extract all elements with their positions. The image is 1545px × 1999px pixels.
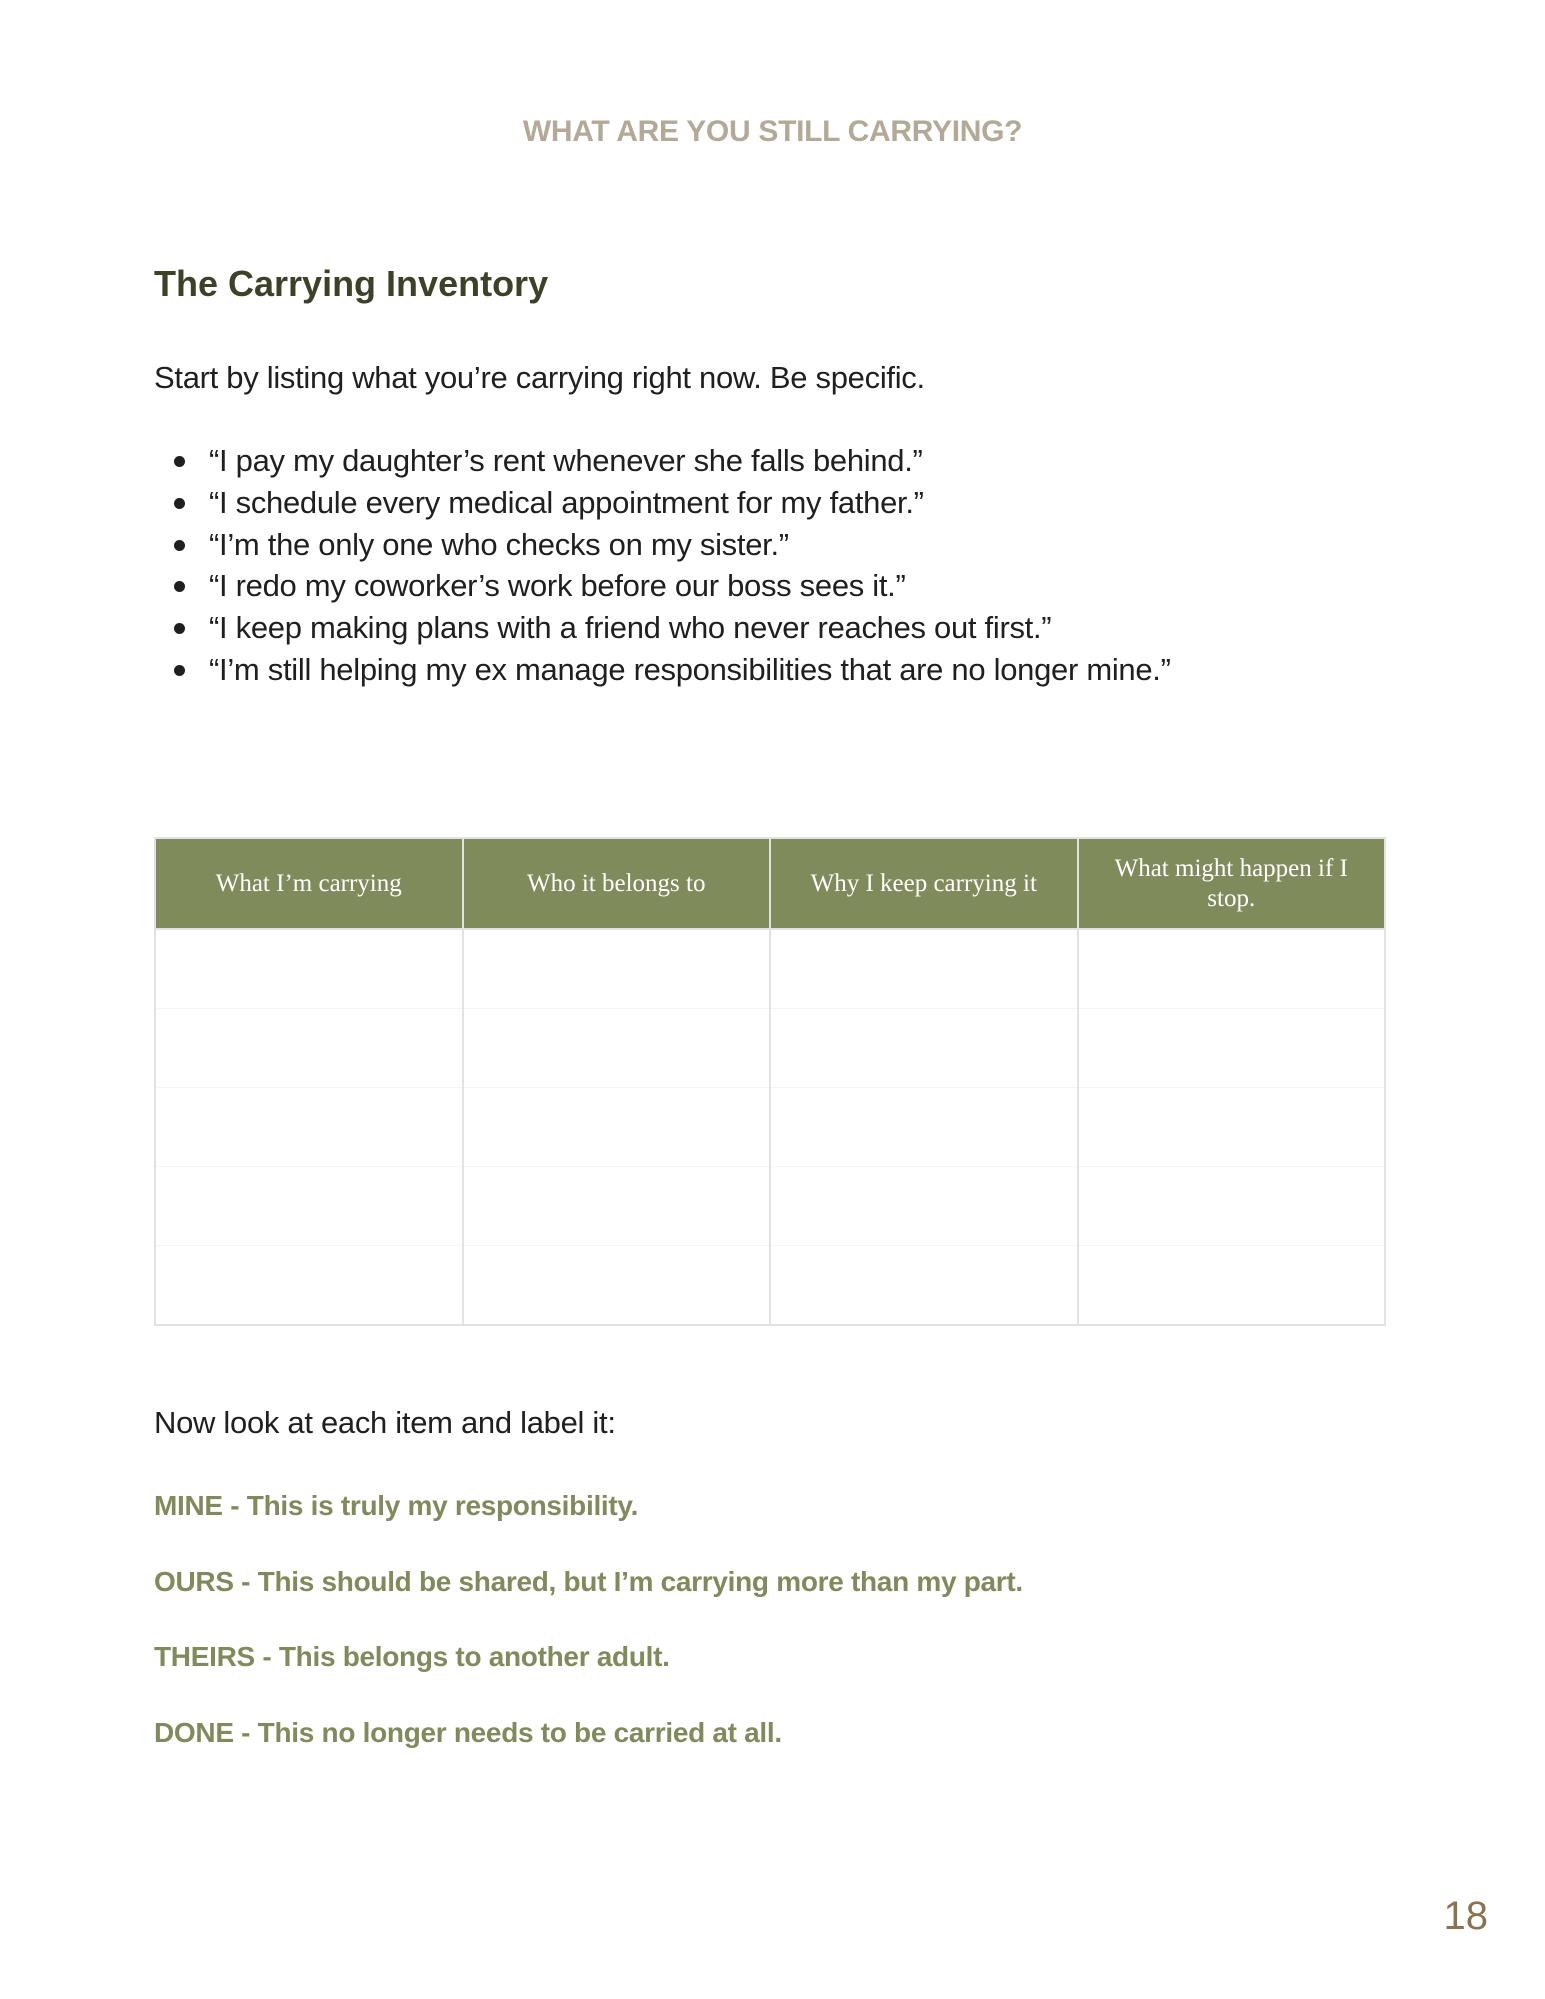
list-item — [154, 649, 1171, 691]
table-row — [155, 1009, 1385, 1088]
column-header-why: Why I keep carrying it — [770, 838, 1078, 929]
table-cell[interactable] — [770, 929, 1078, 1009]
list-item-text: “I schedule every medical appointment for my father.” — [209, 484, 924, 520]
table-cell[interactable] — [155, 1009, 463, 1088]
bullet-icon — [174, 581, 185, 592]
table-cell[interactable] — [1078, 1246, 1386, 1326]
table-row — [155, 1167, 1385, 1246]
page-title: The Carrying Inventory — [154, 263, 549, 304]
table-cell[interactable] — [155, 1246, 463, 1326]
bullet-icon — [174, 498, 185, 509]
column-header-who: Who it belongs to — [463, 838, 771, 929]
bullet-icon — [174, 540, 185, 551]
labels-list — [154, 1488, 1023, 1790]
table-cell[interactable] — [1078, 1009, 1386, 1088]
table-cell[interactable] — [1078, 1088, 1386, 1167]
table-header-row — [155, 838, 1385, 929]
bullet-icon — [174, 456, 185, 467]
list-item-text: “I keep making plans with a friend who never reaches out first.” — [209, 610, 1052, 646]
list-item — [154, 482, 1171, 524]
table-cell[interactable] — [463, 1009, 771, 1088]
list-item — [154, 565, 1171, 607]
table-row — [155, 1246, 1385, 1326]
label-ours: OURS - This should be shared, but I’m carrying more than my part. — [154, 1565, 1023, 1597]
table-cell[interactable] — [770, 1009, 1078, 1088]
intro-text: Start by listing what you’re carrying right now. Be specific. — [154, 360, 925, 395]
carrying-inventory-table — [154, 837, 1386, 1326]
section-header: WHAT ARE YOU STILL CARRYING? — [522, 115, 1023, 148]
table-cell[interactable] — [463, 1088, 771, 1167]
list-item-text: “I’m the only one who checks on my sister.” — [209, 526, 789, 562]
label-instructions: Now look at each item and label it: — [154, 1405, 616, 1440]
list-item — [154, 607, 1171, 649]
column-header-what: What I’m carrying — [155, 838, 463, 929]
list-item-text: “I redo my coworker’s work before our boss sees it.” — [209, 568, 906, 604]
table-cell[interactable] — [1078, 929, 1386, 1009]
list-item-text: “I’m still helping my ex manage responsibilities that are no longer mine.” — [209, 651, 1171, 687]
examples-list — [154, 440, 1171, 691]
table-cell[interactable] — [1078, 1167, 1386, 1246]
table-row — [155, 929, 1385, 1009]
table-row — [155, 1088, 1385, 1167]
table-cell[interactable] — [155, 1088, 463, 1167]
table-cell[interactable] — [463, 1246, 771, 1326]
list-item — [154, 524, 1171, 566]
label-done: DONE - This no longer needs to be carried at all. — [154, 1716, 782, 1748]
label-mine: MINE - This is truly my responsibility. — [154, 1490, 639, 1521]
label-theirs: THEIRS - This belongs to another adult. — [154, 1641, 670, 1672]
table-cell[interactable] — [463, 929, 771, 1009]
list-item — [154, 440, 1171, 482]
table-cell[interactable] — [770, 1167, 1078, 1246]
table-cell[interactable] — [155, 1167, 463, 1246]
bullet-icon — [174, 665, 185, 676]
list-item-text: “I pay my daughter’s rent whenever she falls behind.” — [209, 443, 923, 478]
table-cell[interactable] — [770, 1088, 1078, 1167]
page-number: 18 — [1443, 1894, 1488, 1938]
column-header-what-if: What might happen if I stop. — [1078, 838, 1386, 929]
table-cell[interactable] — [463, 1167, 771, 1246]
bullet-icon — [174, 623, 185, 634]
table-cell[interactable] — [155, 929, 463, 1009]
table-cell[interactable] — [770, 1246, 1078, 1326]
